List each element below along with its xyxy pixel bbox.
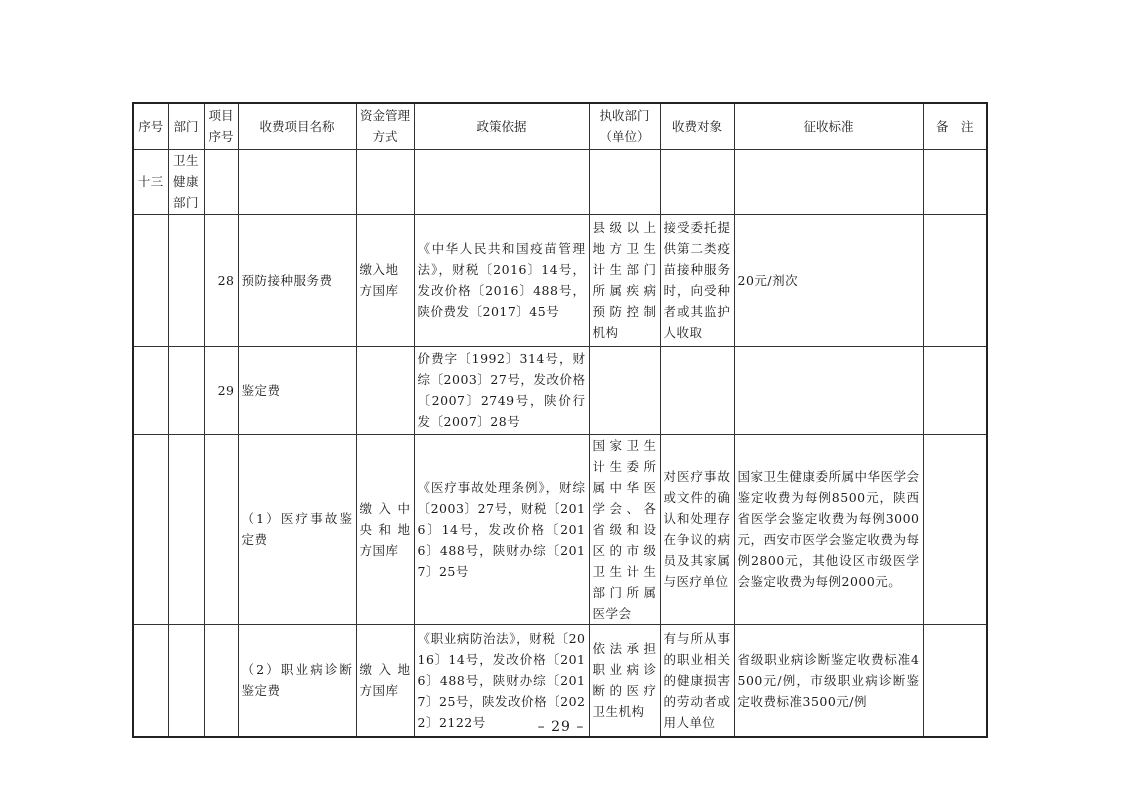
cell-item-no: 28	[204, 214, 238, 346]
cell-seq	[133, 346, 168, 434]
cell-item-no	[204, 434, 238, 624]
cell-payer	[660, 149, 734, 214]
cell-standard: 国家卫生健康委所属中华医学会鉴定收费为每例8500元，陕西省医学会鉴定收费为每例3000元，西安市医学会鉴定收费为每例2800元，其他设区市级医学会鉴定收费为每例2000元。	[734, 434, 923, 624]
cell-policy: 《职业病防治法》，财税〔2016〕14号，发改价格〔2016〕488号，陕财办综〔2017〕25号，陕发改价格〔2022〕2122号	[414, 624, 589, 737]
cell-payer: 有与所从事的职业相关的健康损害的劳动者或用人单位	[660, 624, 734, 737]
cell-note	[923, 149, 987, 214]
fee-table	[132, 102, 988, 738]
cell-item-no	[204, 149, 238, 214]
cell-item-name: 预防接种服务费	[238, 214, 356, 346]
cell-collector	[589, 149, 660, 214]
header-payer: 收费对象	[660, 103, 734, 149]
cell-item-name: （2）职业病诊断鉴定费	[238, 624, 356, 737]
table-row	[133, 214, 987, 346]
cell-fund-mgmt	[356, 149, 414, 214]
cell-fund-mgmt: 缴入地方国库	[356, 214, 414, 346]
cell-standard	[734, 149, 923, 214]
cell-standard	[734, 346, 923, 434]
cell-payer: 接受委托提供第二类疫苗接种服务时，向受种者或其监护人收取	[660, 214, 734, 346]
cell-seq	[133, 434, 168, 624]
cell-item-name: 鉴定费	[238, 346, 356, 434]
cell-dept	[168, 214, 204, 346]
header-item-no: 项目序号	[204, 103, 238, 149]
cell-fund-mgmt	[356, 346, 414, 434]
cell-policy: 《医疗事故处理条例》，财综〔2003〕27号，财税〔2016〕14号，发改价格〔2016〕488号，陕财办综〔2017〕25号	[414, 434, 589, 624]
cell-collector	[589, 346, 660, 434]
cell-payer	[660, 346, 734, 434]
header-row	[133, 103, 987, 149]
header-standard: 征收标准	[734, 103, 923, 149]
cell-standard: 20元/剂次	[734, 214, 923, 346]
cell-note	[923, 346, 987, 434]
cell-standard: 省级职业病诊断鉴定收费标准4500元/例，市级职业病诊断鉴定收费标准3500元/例	[734, 624, 923, 737]
header-policy: 政策依据	[414, 103, 589, 149]
cell-item-name	[238, 149, 356, 214]
cell-item-name: （1）医疗事故鉴定费	[238, 434, 356, 624]
header-collector: 执收部门（单位）	[589, 103, 660, 149]
header-dept: 部门	[168, 103, 204, 149]
cell-dept: 卫生健康部门	[168, 149, 204, 214]
table-row	[133, 346, 987, 434]
table-row	[133, 149, 987, 214]
header-fund-mgmt: 资金管理方式	[356, 103, 414, 149]
cell-dept	[168, 346, 204, 434]
cell-item-no: 29	[204, 346, 238, 434]
cell-note	[923, 434, 987, 624]
cell-collector: 国家卫生计生委所属中华医学会、各省级和设区的市级卫生计生部门所属医学会	[589, 434, 660, 624]
cell-policy	[414, 149, 589, 214]
header-seq: 序号	[133, 103, 168, 149]
cell-seq: 十三	[133, 149, 168, 214]
cell-fund-mgmt: 缴入中央和地方国库	[356, 434, 414, 624]
cell-seq	[133, 214, 168, 346]
cell-note	[923, 214, 987, 346]
cell-fund-mgmt: 缴入地方国库	[356, 624, 414, 737]
header-note: 备 注	[923, 103, 987, 149]
cell-collector: 依法承担职业病诊断的医疗卫生机构	[589, 624, 660, 737]
page-number: – 29 –	[537, 719, 585, 735]
cell-policy: 价费字〔1992〕314号，财综〔2003〕27号，发改价格〔2007〕2749号，陕价行发〔2007〕28号	[414, 346, 589, 434]
header-item-name: 收费项目名称	[238, 103, 356, 149]
cell-collector: 县级以上地方卫生计生部门所属疾病预防控制机构	[589, 214, 660, 346]
cell-policy: 《中华人民共和国疫苗管理法》，财税〔2016〕14号，发改价格〔2016〕488号，陕价费发〔2017〕45号	[414, 214, 589, 346]
table-row	[133, 434, 987, 624]
cell-dept	[168, 434, 204, 624]
cell-payer: 对医疗事故或文件的确认和处理存在争议的病员及其家属与医疗单位	[660, 434, 734, 624]
